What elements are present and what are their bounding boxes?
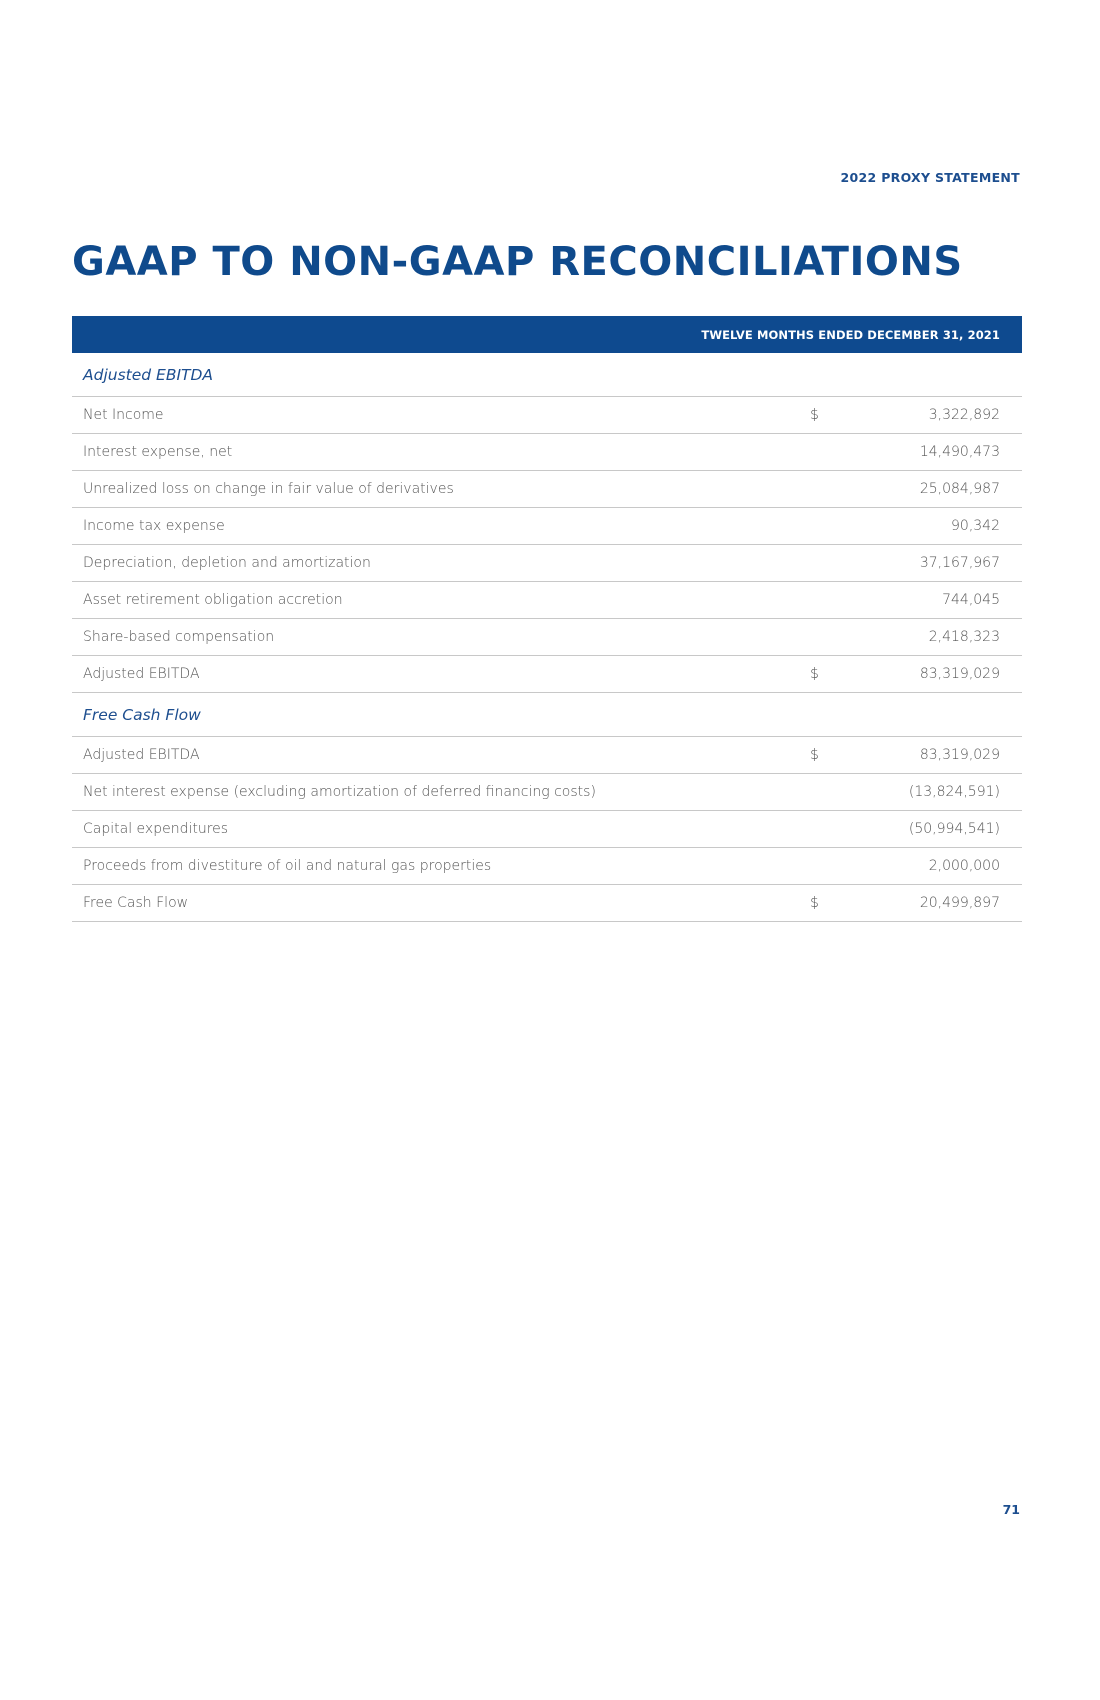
table-row bbox=[72, 774, 1022, 811]
row-value: 3,322,892 bbox=[928, 407, 1000, 423]
row-currency: $ bbox=[810, 407, 819, 423]
document-header-label: 2022 PROXY STATEMENT bbox=[840, 170, 1020, 185]
row-label: Net interest expense (excluding amortization of deferred financing costs) bbox=[83, 784, 596, 800]
row-value: 83,319,029 bbox=[919, 747, 1000, 763]
row-value: 2,418,323 bbox=[928, 629, 1000, 645]
reconciliation-table bbox=[72, 316, 1022, 922]
page-title: GAAP TO NON-GAAP RECONCILIATIONS bbox=[72, 239, 963, 285]
row-label: Asset retirement obligation accretion bbox=[83, 592, 343, 608]
row-value: 83,319,029 bbox=[919, 666, 1000, 682]
table-row bbox=[72, 471, 1022, 508]
row-currency: $ bbox=[810, 666, 819, 682]
table-row bbox=[72, 848, 1022, 885]
row-currency: $ bbox=[810, 747, 819, 763]
row-label: Capital expenditures bbox=[83, 821, 229, 837]
column-header-label: TWELVE MONTHS ENDED DECEMBER 31, 2021 bbox=[701, 327, 1000, 342]
row-label: Depreciation, depletion and amortization bbox=[83, 555, 371, 571]
row-label: Proceeds from divestiture of oil and natural gas properties bbox=[83, 858, 492, 874]
table-row bbox=[72, 582, 1022, 619]
row-label: Net Income bbox=[83, 407, 164, 423]
table-row bbox=[72, 737, 1022, 774]
row-value: 25,084,987 bbox=[919, 481, 1000, 497]
table-row bbox=[72, 619, 1022, 656]
row-value: 90,342 bbox=[951, 518, 1000, 534]
table-row-total bbox=[72, 656, 1022, 693]
row-label: Free Cash Flow bbox=[83, 895, 189, 911]
row-value: 37,167,967 bbox=[919, 555, 1000, 571]
page-number: 71 bbox=[1002, 1502, 1020, 1517]
row-label: Interest expense, net bbox=[83, 444, 233, 460]
row-value: 20,499,897 bbox=[919, 895, 1000, 911]
section-heading-free-cash-flow: Free Cash Flow bbox=[72, 693, 1022, 737]
section-heading-adjusted-ebitda: Adjusted EBITDA bbox=[72, 353, 1022, 397]
row-value: (50,994,541) bbox=[908, 821, 1000, 837]
row-label: Unrealized loss on change in fair value of derivatives bbox=[83, 481, 454, 497]
table-column-header bbox=[72, 316, 1022, 353]
table-row bbox=[72, 397, 1022, 434]
row-value: 14,490,473 bbox=[919, 444, 1000, 460]
row-value: 2,000,000 bbox=[928, 858, 1000, 874]
row-value: (13,824,591) bbox=[908, 784, 1000, 800]
row-label: Income tax expense bbox=[83, 518, 225, 534]
table-row bbox=[72, 508, 1022, 545]
table-row bbox=[72, 434, 1022, 471]
row-label: Adjusted EBITDA bbox=[83, 666, 200, 682]
table-row-total bbox=[72, 885, 1022, 922]
table-row bbox=[72, 545, 1022, 582]
row-currency: $ bbox=[810, 895, 819, 911]
table-row bbox=[72, 811, 1022, 848]
row-label: Share-based compensation bbox=[83, 629, 275, 645]
row-value: 744,045 bbox=[942, 592, 1000, 608]
row-label: Adjusted EBITDA bbox=[83, 747, 200, 763]
